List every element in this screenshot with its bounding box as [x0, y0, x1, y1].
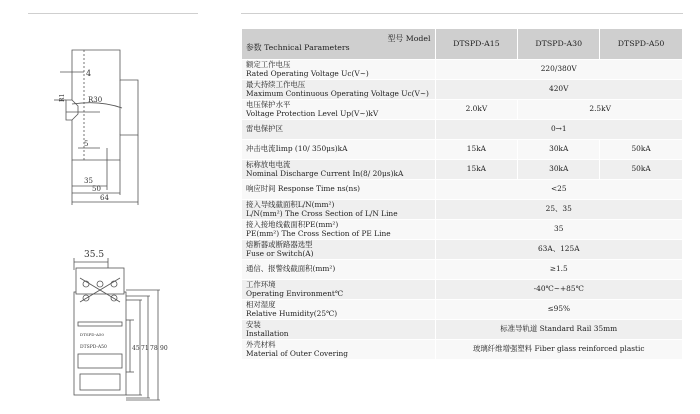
header-model-a15: DTSPD-A15	[435, 29, 518, 60]
param-label-cn: 接入接地线截面积PE(mm²)	[246, 220, 339, 230]
header-model-label: 型号 Model	[387, 34, 431, 44]
param-label-cn: 接入导线截面积L/N(mm²)	[246, 200, 335, 210]
param-label-en: Operating Environment℃	[246, 288, 344, 298]
param-label-en: Rated Operating Voltage Uc(V~)	[246, 68, 369, 78]
table-row	[242, 80, 683, 100]
header-params-label: 参数 Technical Parameters	[246, 43, 350, 52]
param-label	[242, 100, 436, 120]
param-value: ≤95%	[435, 300, 683, 320]
param-label-cn: 电压保护水平	[246, 100, 291, 110]
param-label	[242, 280, 436, 300]
spec-table	[241, 28, 683, 360]
side-view-drawing	[54, 50, 138, 205]
param-value-a30-a50: 2.5kV	[518, 100, 683, 120]
param-value: 63A、125A	[435, 240, 683, 260]
param-label-cn: 工作环境	[246, 280, 276, 290]
param-label-cn: 额定工作电压	[246, 60, 291, 70]
dim-5: 5	[84, 140, 89, 148]
dim-50: 50	[92, 185, 101, 193]
param-label	[242, 220, 436, 240]
param-label	[242, 320, 436, 340]
table-row	[242, 180, 683, 200]
param-label	[242, 340, 436, 360]
param-value: 标准导轨道 Standard Rail 35mm	[435, 320, 683, 340]
param-label-cn: 通信、报警线截面积(mm²)	[246, 264, 336, 274]
param-value-a15: 15kA	[435, 140, 518, 160]
param-value-a50: 50kA	[600, 160, 683, 180]
header-model-a30: DTSPD-A30	[518, 29, 600, 60]
table-row	[242, 160, 683, 180]
spec-header-row	[242, 29, 683, 60]
param-label-cn: 雷电保护区	[246, 124, 283, 134]
param-label	[242, 120, 436, 140]
param-label	[242, 200, 436, 220]
table-row	[242, 240, 683, 260]
param-value: 0→1	[435, 120, 683, 140]
front-logo-text: DTSPD-A50	[80, 332, 104, 337]
param-value: ≥1.5	[435, 260, 683, 280]
dim-71: 71	[141, 345, 149, 352]
table-row	[242, 340, 683, 360]
param-value-a50: 50kA	[600, 140, 683, 160]
dimension-drawing-svg	[0, 0, 230, 414]
technical-drawing	[0, 0, 230, 414]
table-row	[242, 300, 683, 320]
param-value: 220/380V	[435, 60, 683, 80]
param-label-cn: 熔断器或断路器选型	[246, 240, 313, 250]
param-label-en: Material of Outer Covering	[246, 348, 348, 358]
param-value: <25	[435, 180, 683, 200]
param-label-cn: 响应时间 Response Time ns(ns)	[246, 184, 360, 194]
dim-35: 35	[84, 177, 93, 185]
header-corner-cell	[242, 29, 436, 60]
param-label	[242, 180, 436, 200]
param-label-cn: 最大持续工作电压	[246, 80, 306, 90]
param-label	[242, 60, 436, 80]
top-rule-right	[241, 13, 683, 14]
table-row	[242, 60, 683, 80]
param-label	[242, 80, 436, 100]
param-value-a30: 30kA	[518, 160, 600, 180]
param-label-cn: 相对湿度	[246, 300, 276, 310]
table-row	[242, 140, 683, 160]
table-row	[242, 100, 683, 120]
dim-r30: R30	[88, 96, 103, 104]
param-label-cn: 标称放电电流	[246, 160, 291, 170]
front-view-drawing	[74, 258, 160, 400]
param-label-cn: 安装	[246, 320, 261, 330]
param-label	[242, 240, 436, 260]
param-value: 25、35	[435, 200, 683, 220]
param-label	[242, 260, 436, 280]
dim-64: 64	[100, 194, 109, 202]
param-value: -40℃~+85℃	[435, 280, 683, 300]
param-label-cn: 冲击电流Iimp (10/ 350μs)kA	[246, 144, 348, 154]
param-label	[242, 160, 436, 180]
param-label-cn: 外壳材料	[246, 340, 276, 350]
table-row	[242, 220, 683, 240]
table-row	[242, 260, 683, 280]
param-label-en: PE(mm²) The Cross Section of PE Line	[246, 228, 391, 238]
param-label-en: Installation	[246, 328, 289, 338]
dim-4: 4	[86, 69, 92, 78]
dim-78: 78	[150, 345, 158, 352]
param-label	[242, 300, 436, 320]
param-label-en: Nominal Discharge Current In(8/ 20μs)kA	[246, 168, 404, 178]
param-value: 420V	[435, 80, 683, 100]
front-model-label: DTSPD-A50	[80, 345, 107, 350]
param-label-en: Maximum Continuous Operating Voltage Uc(V~)	[246, 88, 429, 98]
table-row	[242, 120, 683, 140]
param-value-a15: 2.0kV	[435, 100, 518, 120]
table-row	[242, 200, 683, 220]
dim-45: 45	[132, 345, 140, 352]
param-value-a15: 15kA	[435, 160, 518, 180]
param-label-en: Relative Humidity(25℃)	[246, 308, 338, 318]
param-label-en: Fuse or Switch(A)	[246, 248, 314, 258]
param-value: 35	[435, 220, 683, 240]
dim-90: 90	[160, 345, 168, 352]
param-value: 玻璃纤维增强塑料 Fiber glass reinforced plastic	[435, 340, 683, 360]
param-label	[242, 140, 436, 160]
param-label-en: Voltage Protection Level Up(V~)kV	[246, 108, 379, 118]
dim-r1: R1	[59, 93, 66, 102]
param-label-en: L/N(mm²) The Cross Section of L/N Line	[246, 208, 398, 218]
param-value-a30: 30kA	[518, 140, 600, 160]
header-model-a50: DTSPD-A50	[600, 29, 683, 60]
table-row	[242, 320, 683, 340]
table-row	[242, 280, 683, 300]
dim-35-5: 35.5	[84, 250, 105, 260]
